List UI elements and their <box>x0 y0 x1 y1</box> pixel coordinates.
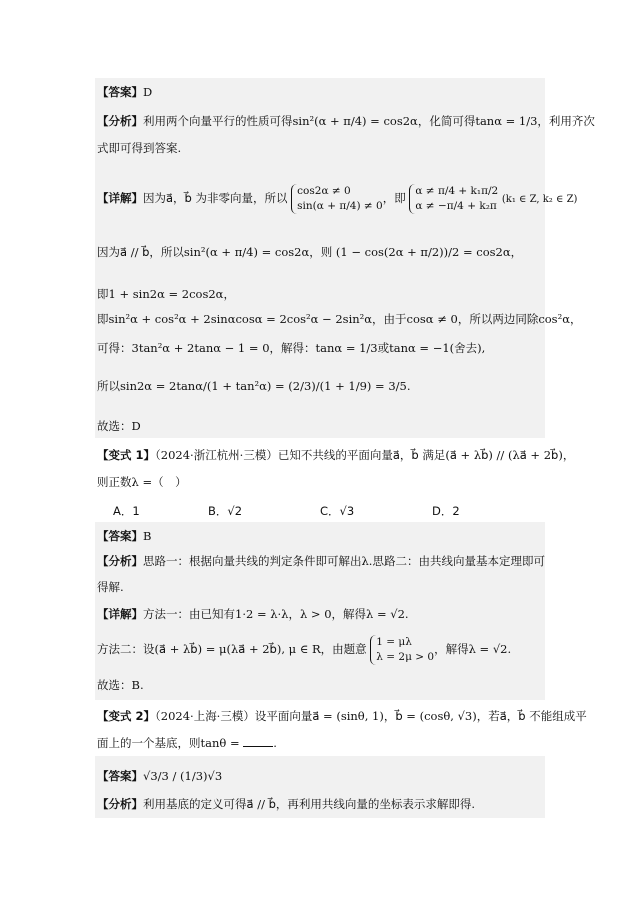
answer-line-3 <box>97 768 542 784</box>
detail-line-5: 可得：3tan²α + 2tanα − 1 = 0，解得：tanα = 1/3或tanα = −1(舍去), <box>97 341 486 355</box>
variant-2-period: . <box>273 736 277 750</box>
system-row: 1 = μλ <box>376 636 412 648</box>
answer-label: 【答案】 <box>97 769 143 783</box>
analysis-label: 【分析】 <box>97 114 143 128</box>
condition-system-2 <box>409 184 498 214</box>
analysis-text: 利用基底的定义可得a⃗ // b⃗，再利用共线向量的坐标表示求解即得. <box>143 797 476 811</box>
answer-value: B <box>143 529 152 543</box>
variant-text: （2024·浙江杭州·三模）已知不共线的平面向量a⃗，b⃗ 满足(a⃗ + λb⃗) // (λa⃗ + 2b⃗)， <box>155 448 575 462</box>
option-a: A．1 <box>113 504 140 518</box>
detail-line-2: 因为a⃗ // b⃗，所以sin²(α + π/4) = cos2α，则 (1 − cos(2α + π/2))/2 = cos2α， <box>97 245 523 259</box>
answer-label: 【答案】 <box>97 529 143 543</box>
variant-2-line-2 <box>97 735 542 751</box>
analysis-text: 利用两个向量平行的性质可得sin²(α + π/4) = cos2α，化简可得tanα = 1/3，利用齐次 <box>143 114 595 128</box>
method-two-text: 方法二：设(a⃗ + λb⃗) = μ(λa⃗ + 2b⃗), μ ∈ R，由题意 <box>97 642 367 656</box>
choice-line-2: 故选：B. <box>97 678 144 692</box>
option-b: B．√2 <box>208 504 243 518</box>
choice-line-1: 故选：D <box>97 419 141 433</box>
variant-2-question: 面上的一个基底，则tanθ = <box>97 736 244 750</box>
detail-line-3: 即1 + sin2α = 2cos2α， <box>97 287 235 301</box>
method-two-result: ，解得λ = √2. <box>434 642 512 656</box>
variant-1-line-2: 则正数λ =（ ） <box>97 475 187 489</box>
system-row: λ = 2μ > 0 <box>376 651 435 663</box>
system-row: α ≠ −π/4 + k₂π <box>415 200 497 212</box>
option-d: D．2 <box>432 504 460 518</box>
analysis-label: 【分析】 <box>97 554 143 568</box>
analysis-line-3 <box>97 796 542 812</box>
detail-label: 【详解】 <box>97 607 143 621</box>
answer-value: √3/3 / (1/3)√3 <box>143 769 223 783</box>
integer-condition: (k₁ ∈ Z, k₂ ∈ Z) <box>501 194 578 205</box>
variant-1-line-1 <box>97 447 575 463</box>
variant-2-line-1 <box>97 708 587 724</box>
detail-2-line-1 <box>97 606 542 622</box>
analysis-label: 【分析】 <box>97 797 143 811</box>
analysis-line-1b: 式即可得到答案. <box>97 141 182 155</box>
system-row: cos2α ≠ 0 <box>297 185 351 197</box>
detail-line-6: 所以sin2α = 2tanα/(1 + tan²α) = (2/3)/(1 + 1/9) = 3/5. <box>97 379 411 393</box>
variant-label: 【变式 2】 <box>97 709 156 723</box>
detail-text: 方法一：由已知有1·2 = λ·λ，λ > 0，解得λ = √2. <box>143 607 409 621</box>
detail-intro: 因为a⃗，b⃗ 为非零向量，所以 <box>143 191 288 205</box>
variant-label: 【变式 1】 <box>97 448 156 462</box>
detail-label: 【详解】 <box>97 191 143 205</box>
detail-ji: ，即 <box>382 191 406 205</box>
condition-system-1 <box>291 184 383 214</box>
analysis-line-1 <box>97 113 595 129</box>
analysis-line-2b: 得解. <box>97 580 124 594</box>
answer-label: 【答案】 <box>97 85 143 99</box>
analysis-line-2 <box>97 553 545 569</box>
answer-blank <box>243 746 273 747</box>
option-c: C．√3 <box>320 504 355 518</box>
variant-text: （2024·上海·三模）设平面向量a⃗ = (sinθ, 1)，b⃗ = (cosθ, √3)，若a⃗，b⃗ 不能组成平 <box>155 709 587 723</box>
detail-line-1 <box>97 178 578 218</box>
analysis-text: 思路一：根据向量共线的判定条件即可解出λ.思路二：由共线向量基本定理即可 <box>143 554 545 568</box>
answer-value: D <box>143 85 153 99</box>
detail-2-line-2 <box>97 632 542 666</box>
detail-line-4: 即sin²α + cos²α + 2sinαcosα = 2cos²α − 2sin²α，由于cosα ≠ 0，所以两边同除cos²α， <box>97 312 582 326</box>
equation-system <box>370 635 434 665</box>
answer-line-2 <box>97 528 542 544</box>
answer-line-1 <box>97 84 542 100</box>
system-row: sin(α + π/4) ≠ 0 <box>297 200 383 212</box>
system-row: α ≠ π/4 + k₁π/2 <box>415 185 499 197</box>
